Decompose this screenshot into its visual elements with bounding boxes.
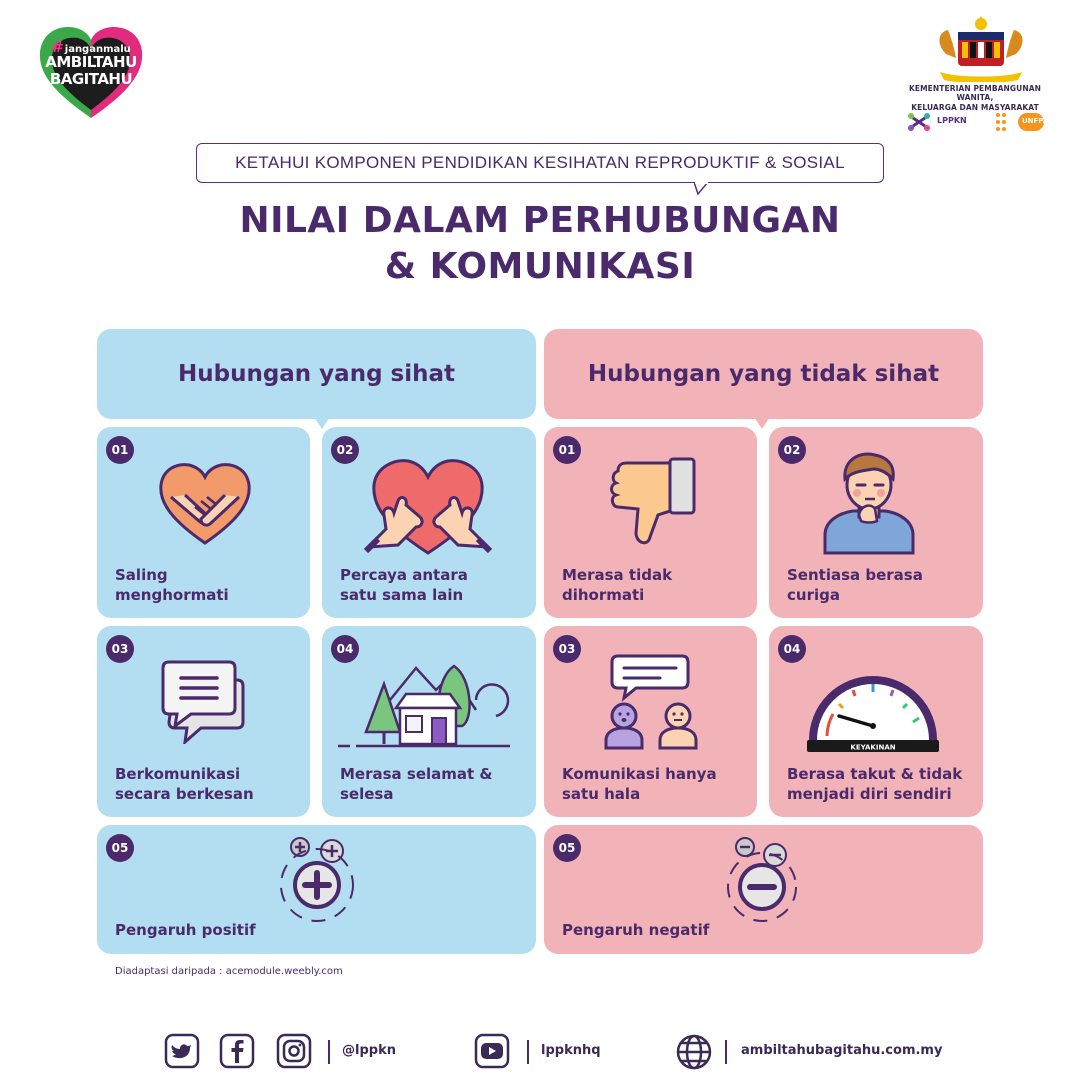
card-number: 02 (778, 436, 806, 464)
unhealthy-card-04 (769, 626, 983, 817)
twitter-icon[interactable] (164, 1033, 200, 1069)
healthy-card-03 (97, 626, 310, 817)
suspicious-person-icon (821, 449, 917, 555)
card-label: Pengaruh negatif (562, 921, 710, 939)
handshake-heart-icon (155, 457, 255, 551)
footer-divider (328, 1040, 330, 1064)
card-number: 01 (553, 436, 581, 464)
ministry-name: KEMENTERIAN PEMBANGUNAN WANITA, KELUARGA DAN MASYARAKAT (908, 84, 1042, 112)
ambiltahu-bagitahu-logo: #janganmalu AMBILTAHU BAGITAHU (36, 22, 146, 122)
instagram-icon[interactable] (276, 1033, 312, 1069)
card-number: 01 (106, 436, 134, 464)
unhealthy-heading-tail (754, 417, 770, 429)
card-label: Merasa tidak dihormati (562, 566, 673, 604)
minus-circle-icon (720, 833, 810, 929)
healthy-heading: Hubungan yang sihat (97, 329, 536, 419)
one-way-talk-icon (602, 652, 702, 752)
hashtag-text: janganmalu (64, 44, 131, 55)
card-label: Percaya antara satu sama lain (340, 566, 468, 604)
confidence-gauge-icon (803, 652, 943, 756)
website-link[interactable]: ambiltahubagitahu.com.my (741, 1043, 943, 1058)
card-label: Sentiasa berasa curiga (787, 566, 923, 604)
hands-heart-icon (364, 455, 492, 559)
youtube-icon[interactable] (474, 1033, 510, 1069)
card-number: 02 (331, 436, 359, 464)
facebook-icon[interactable] (219, 1033, 255, 1069)
card-number: 04 (331, 635, 359, 663)
unhealthy-card-02 (769, 427, 983, 618)
speech-tail-icon (694, 182, 714, 196)
page-title: NILAI DALAM PERHUBUNGAN & KOMUNIKASI (239, 200, 841, 287)
healthy-card-02 (322, 427, 536, 618)
logo-line1: AMBILTAHU (45, 53, 137, 71)
malaysia-crest-icon (926, 14, 1036, 82)
unhealthy-card-05 (544, 825, 983, 954)
house-trees-icon (336, 660, 512, 750)
unhealthy-card-01 (544, 427, 757, 618)
card-number: 05 (106, 834, 134, 862)
globe-icon[interactable] (675, 1033, 713, 1071)
unfpa-text: UNFPA (1022, 117, 1049, 125)
social-handle[interactable]: @lppkn (342, 1043, 396, 1058)
card-label: Merasa selamat & selesa (340, 765, 493, 803)
healthy-card-05 (97, 825, 536, 954)
card-label: Komunikasi hanya satu hala (562, 765, 717, 803)
subtitle-banner: KETAHUI KOMPONEN PENDIDIKAN KESIHATAN REPRODUKTIF & SOSIAL (196, 143, 884, 183)
chat-bubbles-icon (161, 658, 245, 744)
footer-divider (725, 1040, 727, 1064)
card-number: 05 (553, 834, 581, 862)
unhealthy-heading: Hubungan yang tidak sihat (544, 329, 983, 419)
thumbs-down-icon (606, 457, 696, 553)
card-label: Berkomunikasi secara berkesan (115, 765, 254, 803)
logo-line2: BAGITAHU (49, 70, 133, 88)
card-number: 03 (553, 635, 581, 663)
healthy-heading-tail (314, 417, 330, 429)
lppkn-text: LPPKN (937, 116, 967, 125)
card-number: 03 (106, 635, 134, 663)
healthy-card-04 (322, 626, 536, 817)
card-label: Berasa takut & tidak menjadi diri sendiri (787, 765, 963, 803)
healthy-card-01 (97, 427, 310, 618)
card-number: 04 (778, 635, 806, 663)
youtube-handle[interactable]: lppknhq (541, 1043, 601, 1058)
gauge-label: KEYAKINAN (850, 743, 896, 752)
footer-divider (527, 1040, 529, 1064)
card-label: Pengaruh positif (115, 921, 256, 939)
unhealthy-card-03 (544, 626, 757, 817)
card-label: Saling menghormati (115, 566, 229, 604)
source-note: Diadaptasi daripada : acemodule.weebly.com (115, 966, 343, 977)
plus-circle-icon (273, 833, 363, 929)
